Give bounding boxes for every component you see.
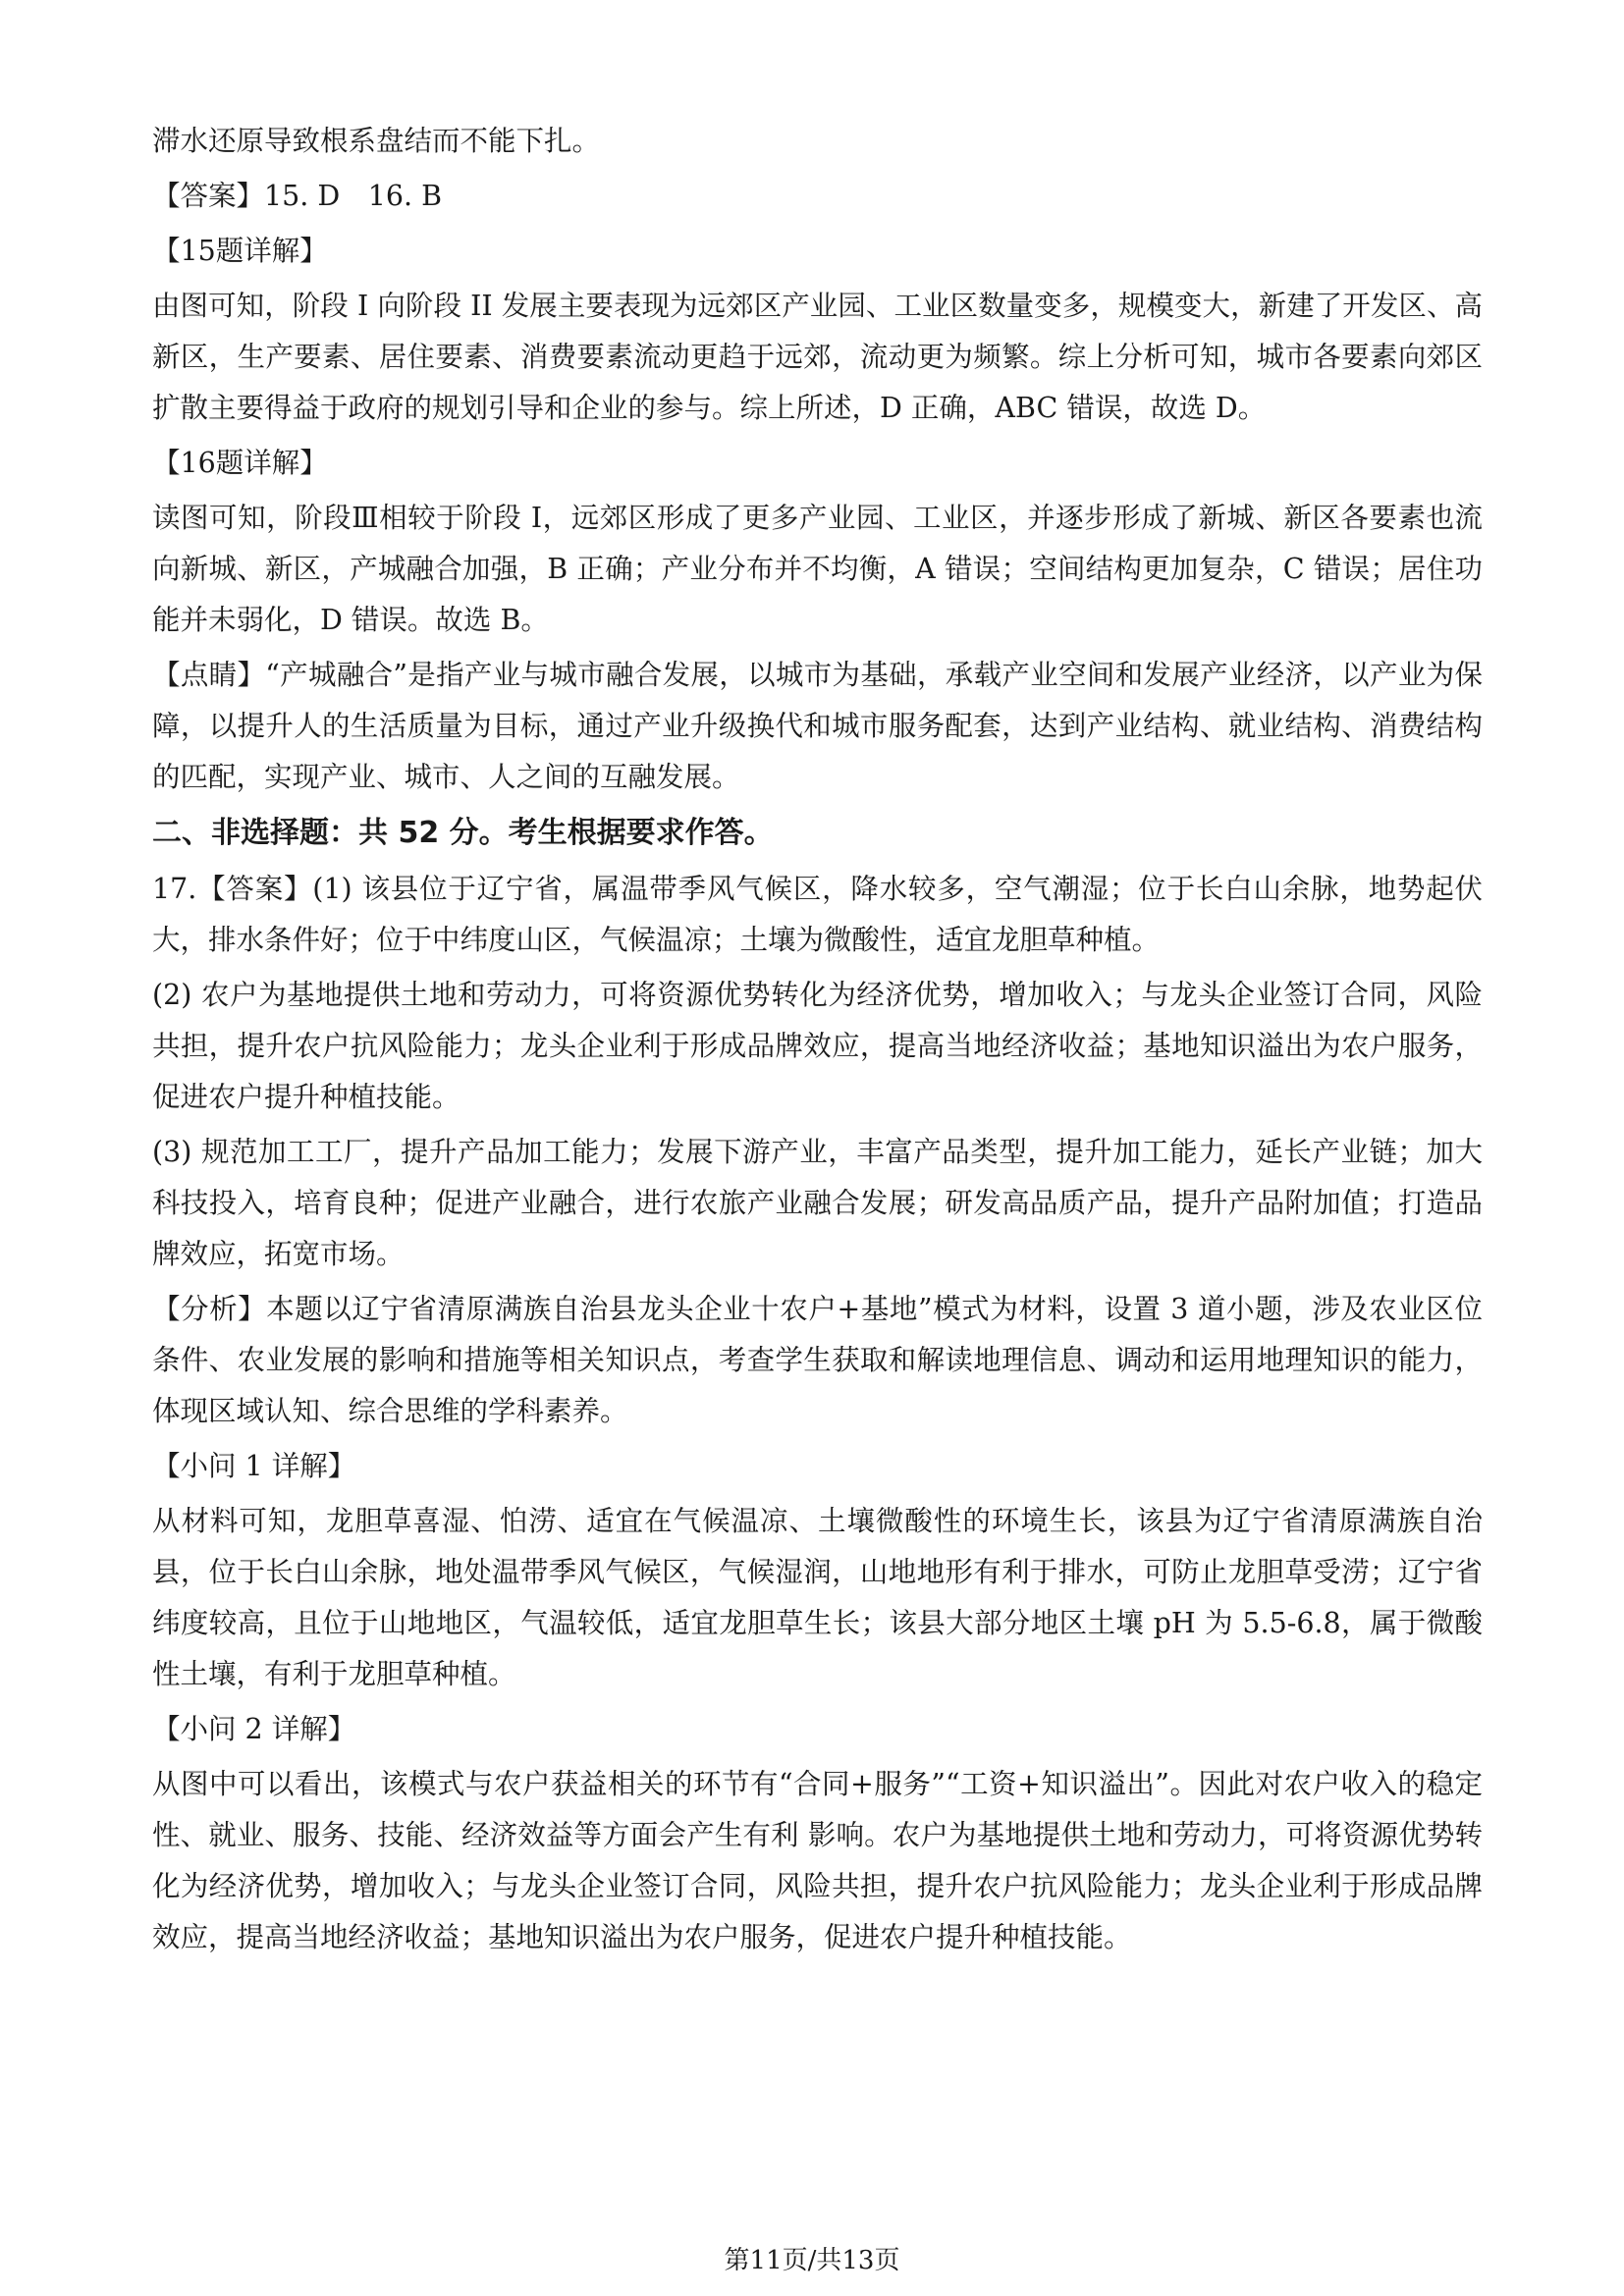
sub-question-1-label: 【小问 1 详解】 xyxy=(152,1450,356,1482)
document-body xyxy=(152,116,1483,1967)
answer-15-16: 【答案】15. D 16. B xyxy=(152,180,443,212)
detail-label-16: 【16题详解】 xyxy=(152,447,328,479)
page-number-footer: 第11页/共13页 xyxy=(724,2246,900,2275)
sub-question-1-text: 从材料可知，龙胆草喜湿、怕涝、适宜在气候温凉、土壤微酸性的环境生长，该县为辽宁省清原满族自治县，位于长白山余脉，地处温带季风气候区，气候湿润，山地地形有利于排水，可防止龙胆草受涝；辽宁省纬度较高，且位于山地地区，气温较低，适宜龙胆草生长；该县大部分地区土壤 pH 为 5.5-6.8，属于微酸性土壤，有利于龙胆草种植。 xyxy=(152,1505,1483,1690)
analysis-17: 【分析】本题以辽宁省清原满族自治县龙头企业十农户+基地”模式为材料，设置 3 道小题，涉及农业区位条件、农业发展的影响和措施等相关知识点，考查学生获取和解读地理信息、调动和运用地理知识的能力，体现区域认知、综合思维的学科素养。 xyxy=(152,1293,1483,1427)
point-note: 【点睛】“产城融合”是指产业与城市融合发展，以城市为基础，承载产业空间和发展产业经济，以产业为保障，以提升人的生活质量为目标，通过产业升级换代和城市服务配套，达到产业结构、就业结构、消费结构的匹配，实现产业、城市、人之间的互融发展。 xyxy=(152,659,1483,793)
paragraph-continuation: 滞水还原导致根系盘结而不能下扎。 xyxy=(152,125,601,157)
detail-15-text: 由图可知，阶段 I 向阶段 II 发展主要表现为远郊区产业园、工业区数量变多，规模变大，新建了开发区、高新区，生产要素、居住要素、消费要素流动更趋于远郊，流动更为频繁。综上分析可知，城市各要素向郊区扩散主要得益于政府的规划引导和企业的参与。综上所述，D 正确，ABC 错误，故选 D。 xyxy=(152,290,1483,424)
detail-label-15: 【15题详解】 xyxy=(152,235,328,267)
answer-17-part1: 17.【答案】(1) 该县位于辽宁省，属温带季风气候区，降水较多，空气潮湿；位于长白山余脉，地势起伏大，排水条件好；位于中纬度山区，气候温凉；土壤为微酸性，适宜龙胆草种植。 xyxy=(152,873,1483,956)
sub-question-2-text: 从图中可以看出，该模式与农户获益相关的环节有“合同+服务”“工资+知识溢出”。因此对农户收入的稳定性、就业、服务、技能、经济效益等方面会产生有利 影响。农户为基地提供土地和劳动力，可将资源优势转化为经济优势，增加收入；与龙头企业签订合同，风险共担，提升农户抗风险能力；龙头企业利于形成品牌效应，提高当地经济收益；基地知识溢出为农户服务，促进农户提升种植技能。 xyxy=(152,1768,1483,1953)
answer-17-part2: (2) 农户为基地提供土地和劳动力，可将资源优势转化为经济优势，增加收入；与龙头企业签订合同，风险共担，提升农户抗风险能力；龙头企业利于形成品牌效应，提高当地经济收益；基地知识溢出为农户服务，促进农户提升种植技能。 xyxy=(152,979,1483,1113)
sub-question-2-label: 【小问 2 详解】 xyxy=(152,1713,356,1745)
detail-16-text: 读图可知，阶段Ⅲ相较于阶段 I，远郊区形成了更多产业园、工业区，并逐步形成了新城、新区各要素也流向新城、新区，产城融合加强，B 正确；产业分布并不均衡，A 错误；空间结构更加复杂，C 错误；居住功能并未弱化，D 错误。故选 B。 xyxy=(152,502,1483,636)
answer-17-part3: (3) 规范加工工厂，提升产品加工能力；发展下游产业，丰富产品类型，提升加工能力，延长产业链；加大科技投入，培育良种；促进产业融合，进行农旅产业融合发展；研发高品质产品，提升产品附加值；打造品牌效应，拓宽市场。 xyxy=(152,1136,1483,1270)
section-heading: 二、非选择题：共 52 分。考生根据要求作答。 xyxy=(152,816,774,850)
